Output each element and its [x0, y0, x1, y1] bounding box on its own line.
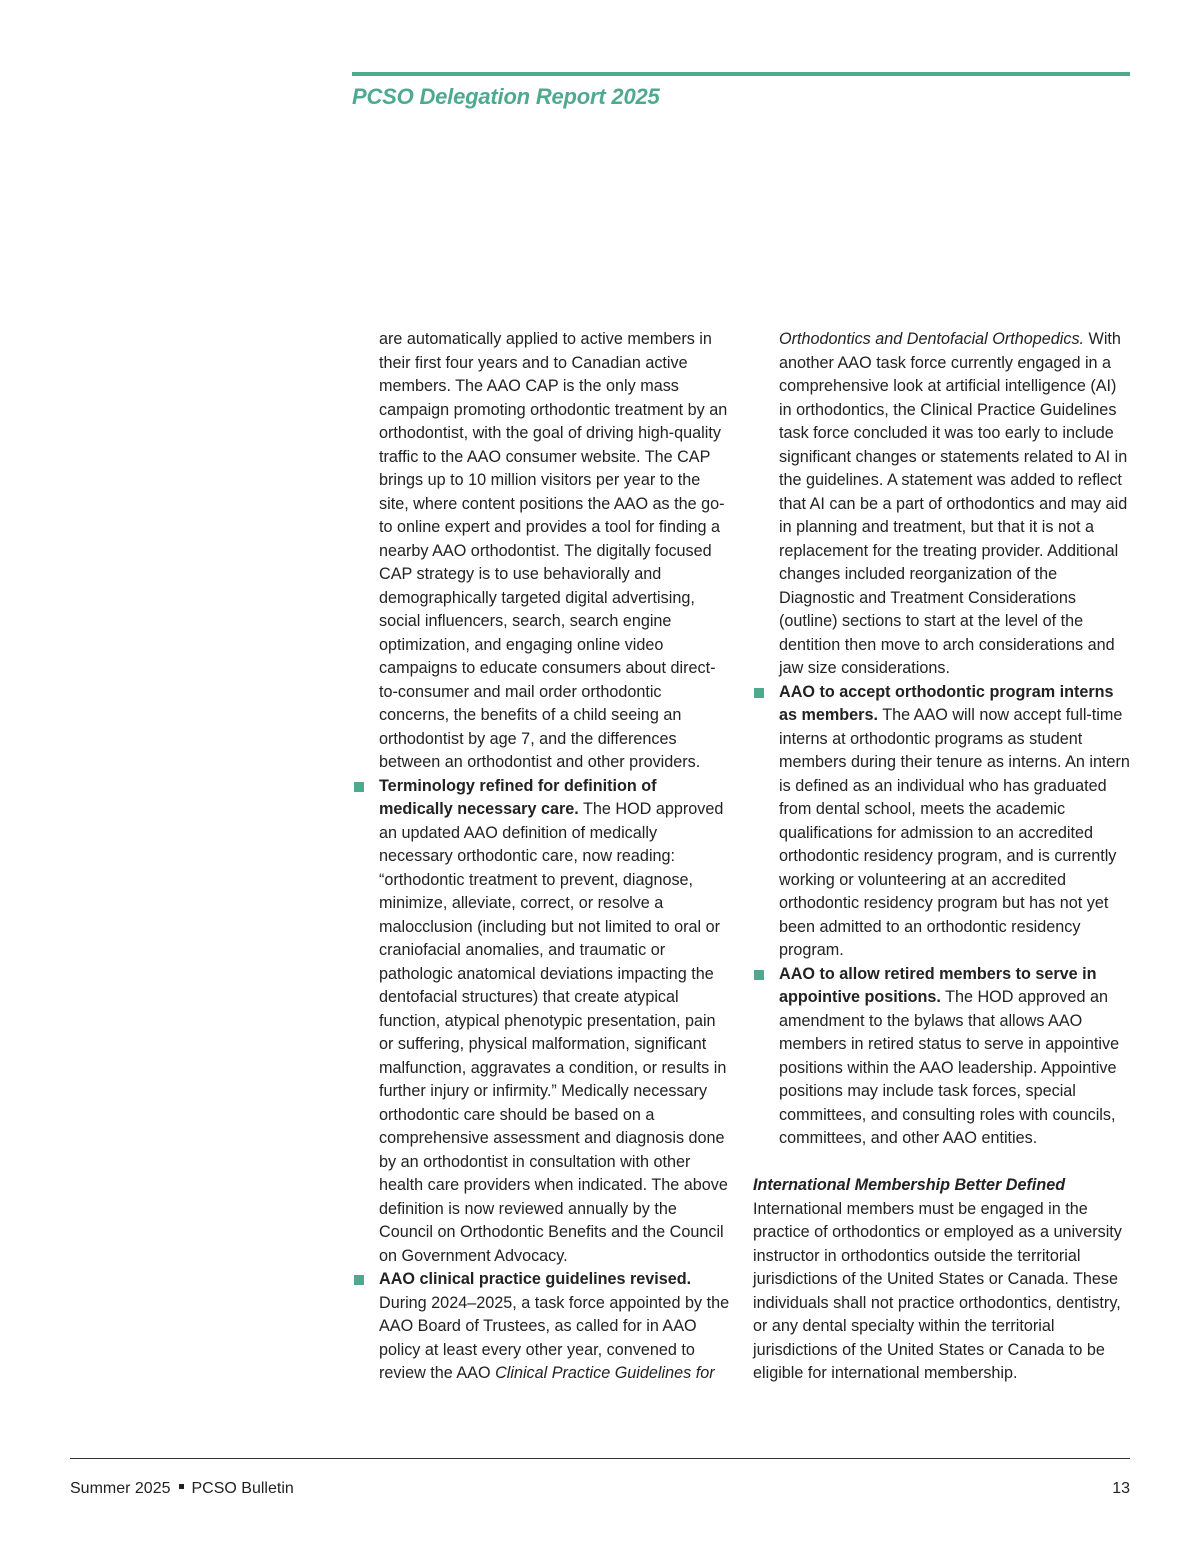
item-lead: Terminology refined for definition of medically necessary care. [379, 776, 657, 818]
footer-issue: Summer 2025 [70, 1480, 171, 1497]
footer-separator-icon [179, 1484, 184, 1489]
square-bullet-icon [354, 1275, 364, 1285]
right-column [753, 328, 1131, 1386]
item-text: The AAO will now accept full-time interns at orthodontic programs as student members during their tenure as interns. An intern is defined as an individual who has graduated from dental school, meets the academic qualifications for admission to an accredited orthodontic residency program, and is currently working or volunteering at an accredited orthodontic residency program but has not yet been admitted to an orthodontic residency program. [779, 706, 1130, 959]
section-paragraph: International members must be engaged in the practice of orthodontics or employed as a university instructor in orthodontics outside the territorial jurisdictions of the United States or Canada. These individuals shall not practice orthodontics, dentistry, or any dental specialty within the territorial jurisdictions of the United States or Canada to be eligible for international membership. [753, 1199, 1122, 1382]
footer-credit [70, 1480, 294, 1498]
item-text: The HOD approved an amendment to the bylaws that allows AAO members in retired status to serve in appointive positions within the AAO leadership. Appointive positions may include task forces, special committees, and consulting roles with councils, committees, and other AAO entities. [779, 988, 1120, 1147]
header-rule [352, 72, 1130, 76]
list-item [353, 775, 734, 1269]
footer-publication: PCSO Bulletin [191, 1480, 294, 1497]
item-lead: AAO to accept orthodontic program interns as members. [779, 682, 1114, 724]
item-italic-title: Clinical Practice Guidelines for [495, 1364, 715, 1382]
page-number: 13 [1112, 1480, 1130, 1497]
continued-paragraph [753, 328, 1131, 681]
continued-italic-title: Orthodontics and Dentofacial Orthopedics. [779, 330, 1085, 348]
list-item [753, 963, 1131, 1151]
report-title: PCSO Delegation Report 2025 [352, 84, 660, 109]
intro-paragraph: are automatically applied to active members in their first four years and to Canadian active members. The AAO CAP is the only mass campaign promoting orthodontic treatment by an orthodontist, with the goal of driving high-quality traffic to the AAO consumer website. The CAP brings up to 10 million visitors per year to the site, where content positions the AAO as the go-to online expert and provides a tool for finding a nearby AAO orthodontist. The digitally focused CAP strategy is to use behaviorally and demographically targeted digital advertising, social influencers, search, search engine optimization, and engaging online video campaigns to educate consumers about direct-to-consumer and mail order orthodontic concerns, the benefits of a child seeing an orthodontist by age 7, and the differences between an orthodontist and other providers. [379, 330, 728, 771]
list-item [353, 1268, 734, 1386]
item-text: The HOD approved an updated AAO definition of medically necessary orthodontic care, now reading: “orthodontic treatment to prevent, diagnose, minimize, alleviate, correct, or resolve a malocclusion (including but not limited to oral or craniofacial anomalies, and traumatic or pathologic anatomical deviations impacting the dentofacial structures) that create atypical function, atypical phenotypic presentation, pain or suffering, physical malformation, significant malfunction, aggravates a condition, or results in further injury or infirmity.” Medically necessary orthodontic care should be based on a comprehensive assessment and diagnosis done by an orthodontist in consultation with other health care providers when indicated. The above definition is now reviewed annually by the Council on Orthodontic Benefits and the Council on Government Advocacy. [379, 800, 728, 1265]
item-text: During 2024–2025, a task force appointed by the AAO Board of Trustees, as called for in AAO policy at least every other year, convened to review the AAO [379, 1293, 730, 1382]
section-gap [753, 1151, 1131, 1175]
item-lead: AAO to allow retired members to serve in appointive positions. [779, 964, 1097, 1006]
left-column [379, 328, 734, 1386]
square-bullet-icon [754, 970, 764, 980]
square-bullet-icon [354, 782, 364, 792]
list-item [753, 681, 1131, 963]
footer-rule [70, 1458, 1130, 1459]
section-subheading: International Membership Better Defined [753, 1176, 1066, 1194]
continued-text: With another AAO task force currently engaged in a comprehensive look at artificial intelligence (AI) in orthodontics, the Clinical Practice Guidelines task force concluded it was too early to include significant changes or statements related to AI in the guidelines. A statement was added to reflect that AI can be a part of orthodontics and may aid in planning and treatment, but that it is not a replacement for the treating provider. Additional changes included reorganization of the Diagnostic and Treatment Considerations (outline) sections to start at the level of the dentition then move to arch considerations and jaw size considerations. [779, 330, 1128, 677]
item-lead: AAO clinical practice guidelines revised. [379, 1270, 692, 1288]
square-bullet-icon [754, 688, 764, 698]
